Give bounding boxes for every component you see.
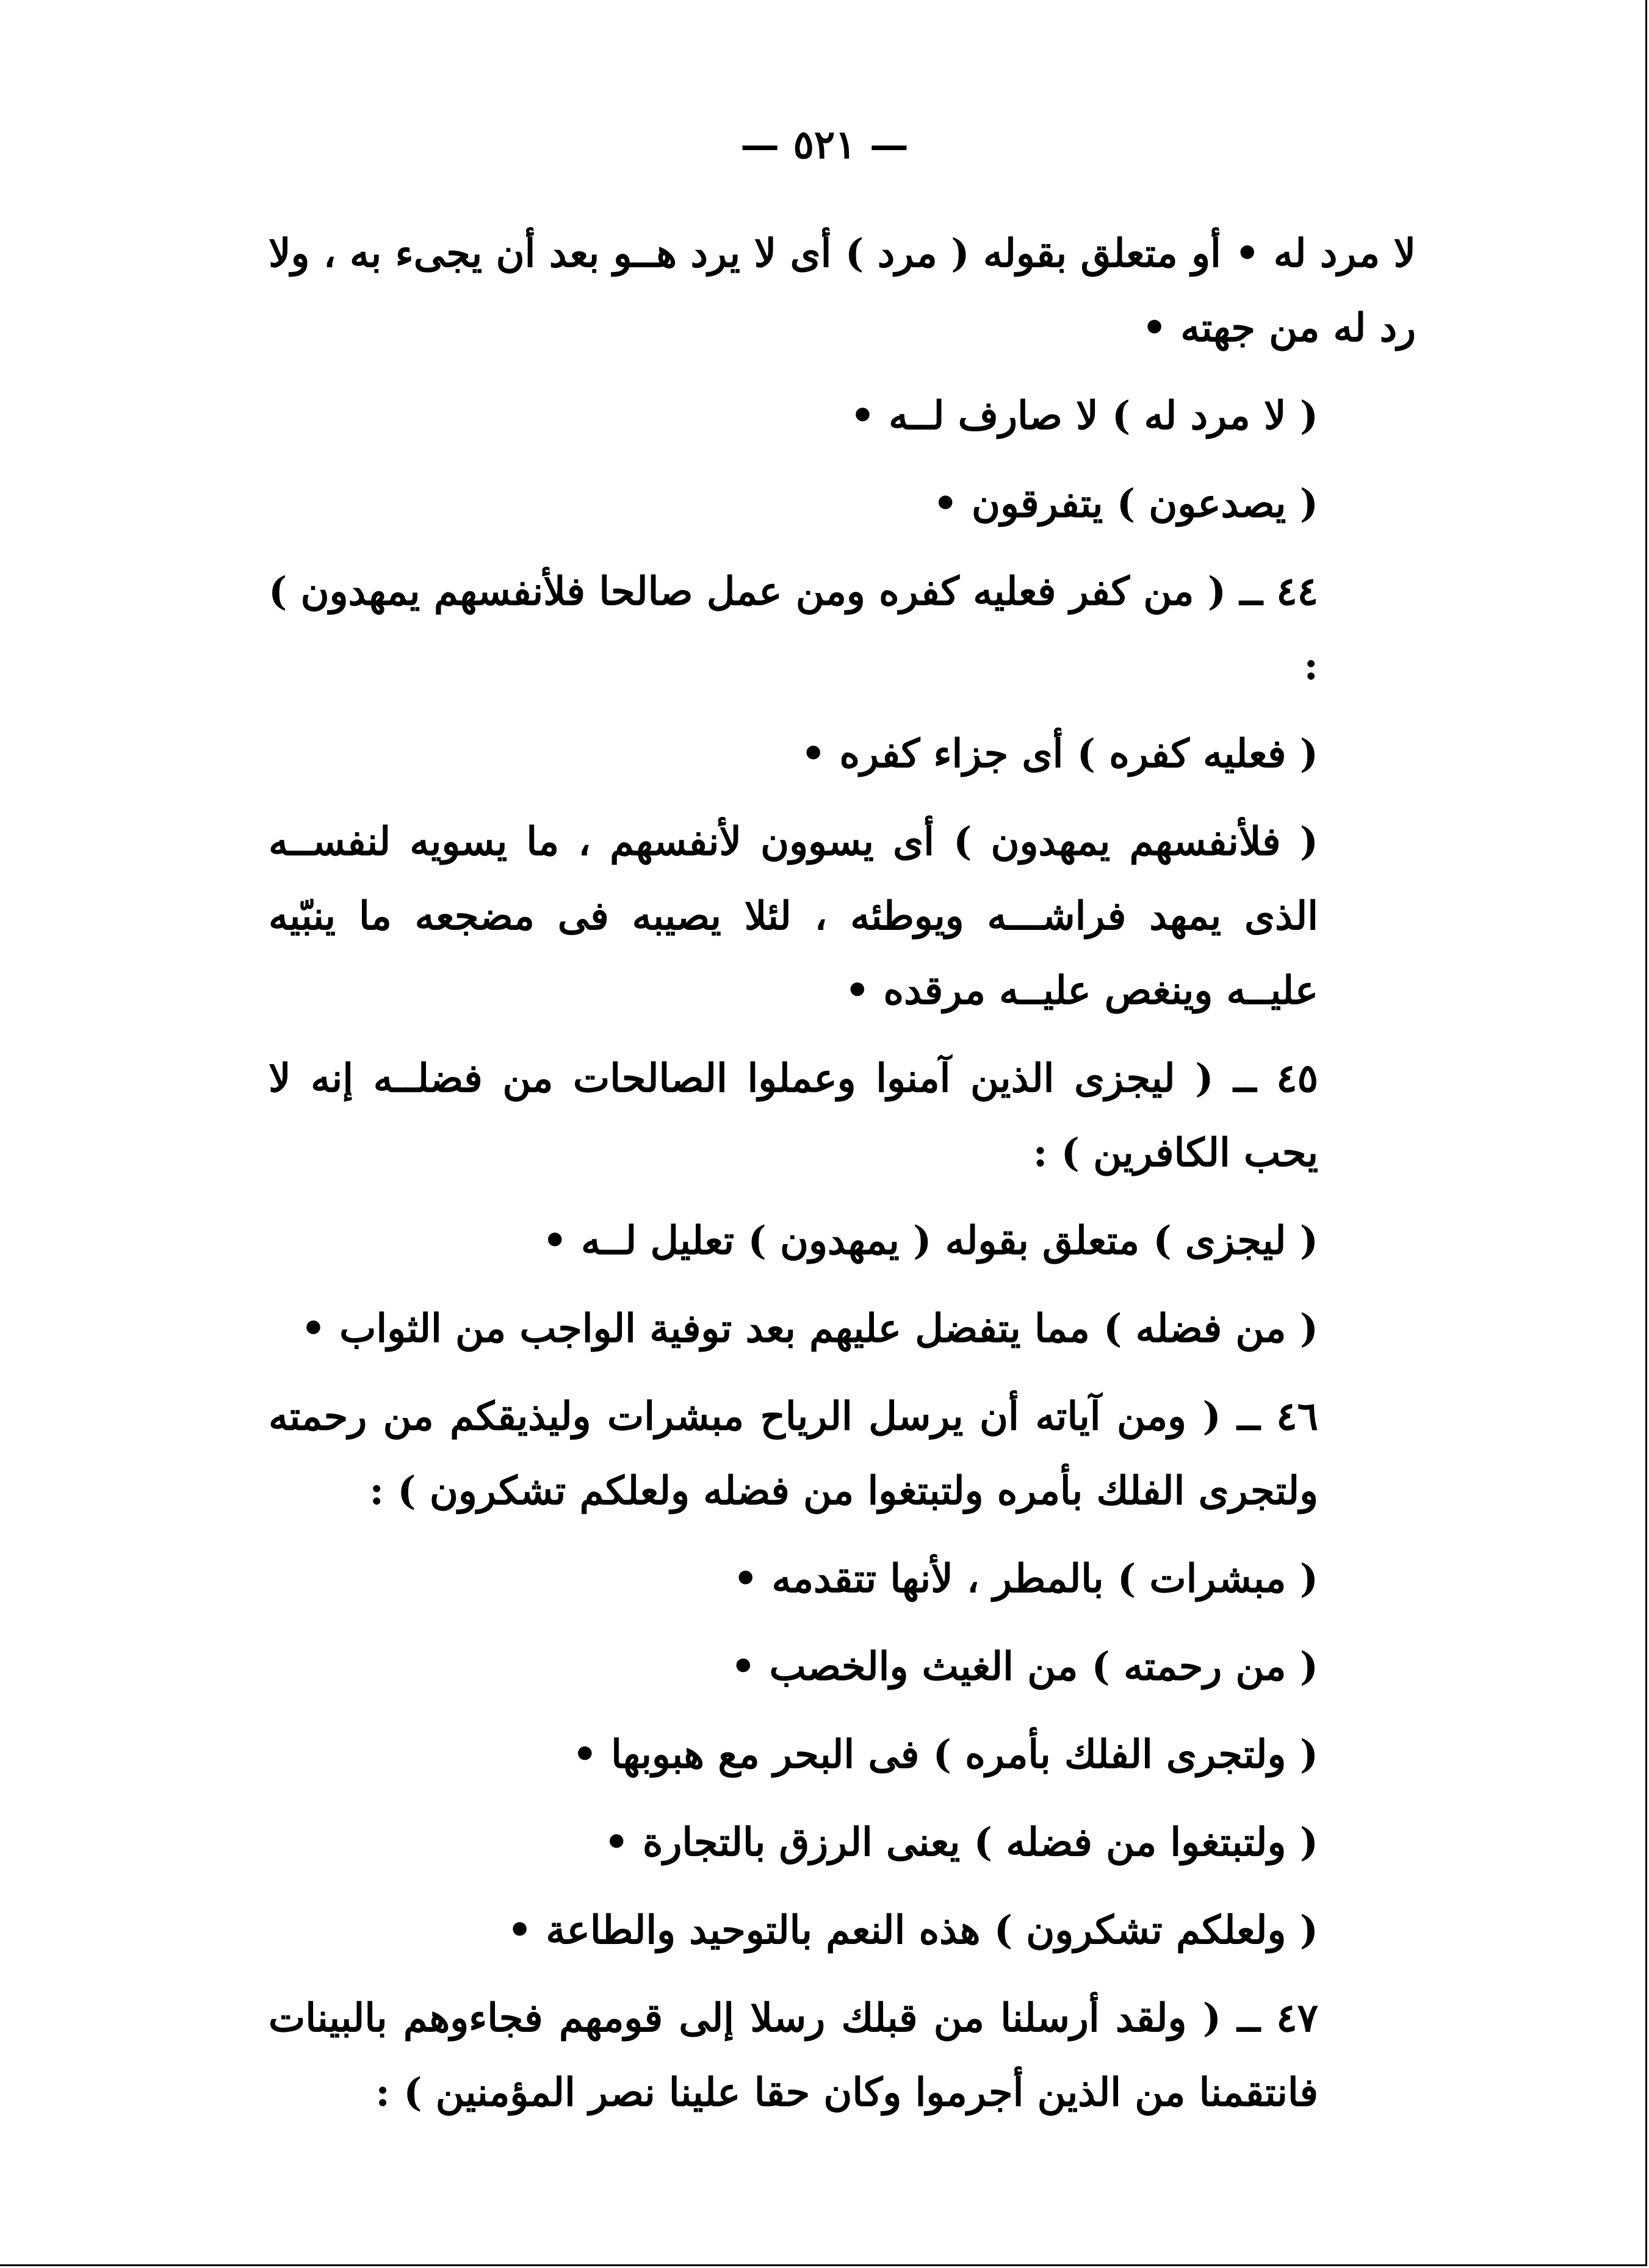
paragraph-13: ( ولتجرى الفلك بأمره ) فى البحر مع هبوبها • — [572, 1732, 1318, 1777]
paragraph-5: ( فعليه كفره ) أى جزاء كفره • — [801, 731, 1318, 777]
page-number: — ٥٢١ — — [740, 122, 909, 168]
paragraph-6: ( فلأنفسهم يمهدون ) أى يسوون لأنفسهم ، ما يسويه لنفســه الذى يمهد فراشـــه ويوطئه ، لئلا يصيبه فى مضجعه ما ينبّيه عليــه وينغص عليــه مرقده • — [269, 819, 1319, 1013]
paragraph-11: ( مبشرات ) بالمطر ، لأنها تتقدمه • — [733, 1556, 1318, 1602]
paragraph-12: ( من رحمته ) من الغيث والخصب • — [731, 1644, 1318, 1690]
paragraph-2: ( لا مرد له ) لا صارف لــه • — [850, 393, 1318, 439]
paragraph-9: ( من فضله ) مما يتفضل عليهم بعد توفية الواجب من الثواب • — [300, 1306, 1318, 1352]
paragraph-10: ٤٦ ــ ( ومن آياته أن يرسل الرياح مبشرات وليذيقكم من رحمته ولتجرى الفلك بأمره ولتبتغوا من فضله ولعلكم تشكرون ) : — [269, 1394, 1318, 1514]
paragraph-16: ٤٧ ــ ( ولقد أرسلنا من قبلك رسلا إلى قومهم فجاءوهم بالبينات فانتقمنا من الذين أجرموا وكان حقا علينا نصر المؤمنين ) : — [269, 1995, 1318, 2115]
paragraph-14: ( ولتبتغوا من فضله ) يعنى الرزق بالتجارة • — [604, 1820, 1318, 1865]
page-body — [269, 217, 1416, 2144]
paragraph-15: ( ولعلكم تشكرون ) هذه النعم بالتوحيد والطاعة • — [507, 1907, 1318, 1953]
paragraph-1: لا مرد له • أو متعلق بقوله ( مرد ) أى لا يرد هــو بعد أن يجىء به ، ولا رد له من جهته • — [269, 231, 1416, 351]
paragraph-7: ٤٥ ــ ( ليجزى الذين آمنوا وعملوا الصالحات من فضلــه إنه لا يحب الكافرين ) : — [269, 1056, 1319, 1176]
paragraph-8: ( ليجزى ) متعلق بقوله ( يمهدون ) تعليل لــه • — [542, 1218, 1318, 1264]
paragraph-4: ٤٤ ــ ( من كفر فعليه كفره ومن عمل صالحا فلأنفسهم يمهدون ) : — [269, 569, 1318, 689]
paragraph-3: ( يصدعون ) يتفرقون • — [933, 481, 1318, 527]
